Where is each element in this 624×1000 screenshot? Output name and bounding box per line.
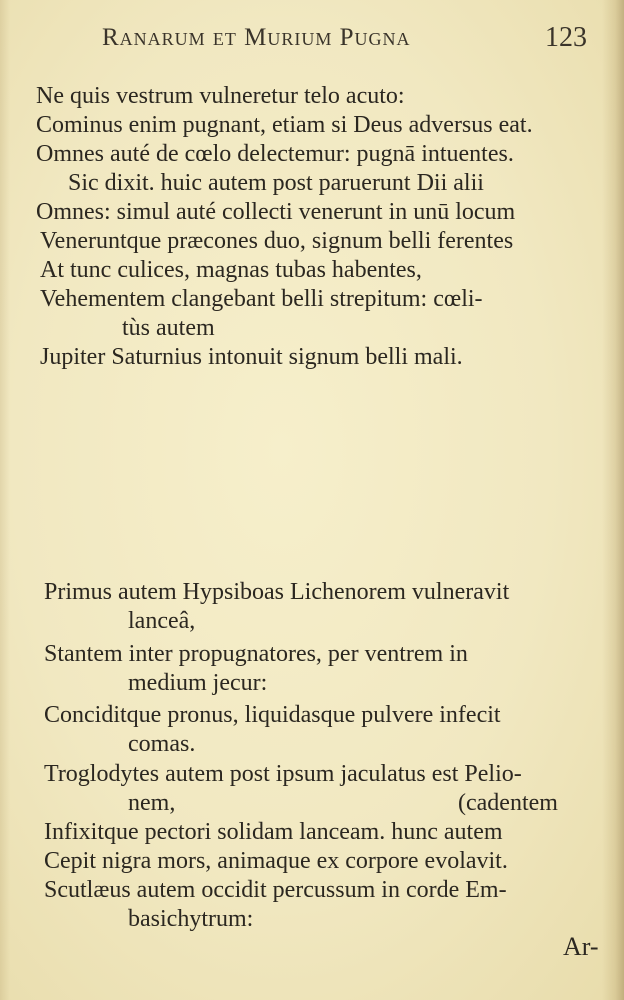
- verse-line: Infixitque pectori solidam lanceam. hunc autem: [44, 819, 503, 845]
- verse-line: Omnes: simul auté collecti venerunt in unū locum: [36, 199, 516, 225]
- page-edge-shadow: [602, 0, 624, 1000]
- verse-line-continuation: comas.: [128, 731, 196, 757]
- verse-line: At tunc culices, magnas tubas habentes,: [40, 257, 422, 283]
- verse-line-continuation: medium jecur:: [128, 670, 268, 696]
- verse-line: Sic dixit. huic autem post paruerunt Dii alii: [68, 170, 484, 196]
- verse-line-continuation: lanceâ,: [128, 608, 196, 634]
- catchword: Ar-: [563, 932, 599, 961]
- running-title: Ranarum et Murium Pugna: [102, 24, 411, 51]
- verse-line-turnover: (cadentem: [458, 790, 558, 816]
- page-number: 123: [545, 22, 587, 53]
- verse-line: Stantem inter propugnatores, per ventrem in: [44, 641, 468, 667]
- verse-line: Jupiter Saturnius intonuit signum belli mali.: [40, 344, 463, 370]
- verse-line: Troglodytes autem post ipsum jaculatus est Pelio-: [44, 761, 522, 787]
- verse-line: Vehementem clangebant belli strepitum: cœli-: [40, 286, 483, 312]
- verse-line: Cepit nigra mors, animaque ex corpore evolavit.: [44, 848, 508, 874]
- verse-line-continuation: basichytrum:: [128, 906, 254, 932]
- verse-line: Conciditque pronus, liquidasque pulvere infecit: [44, 702, 501, 728]
- verse-line: Omnes auté de cœlo delectemur: pugnā intuentes.: [36, 141, 514, 167]
- verse-line: Primus autem Hypsiboas Lichenorem vulneravit: [44, 579, 510, 605]
- page-gutter-shadow: [0, 0, 10, 1000]
- verse-line: Veneruntque præcones duo, signum belli ferentes: [40, 228, 514, 254]
- verse-line: Cominus enim pugnant, etiam si Deus adversus eat.: [36, 112, 533, 138]
- verse-line-continuation: tùs autem: [122, 315, 215, 341]
- verse-line-continuation: nem,: [128, 790, 176, 816]
- verse-line: Ne quis vestrum vulneretur telo acuto:: [36, 83, 405, 109]
- verse-line: Scutlæus autem occidit percussum in corde Em-: [44, 877, 507, 903]
